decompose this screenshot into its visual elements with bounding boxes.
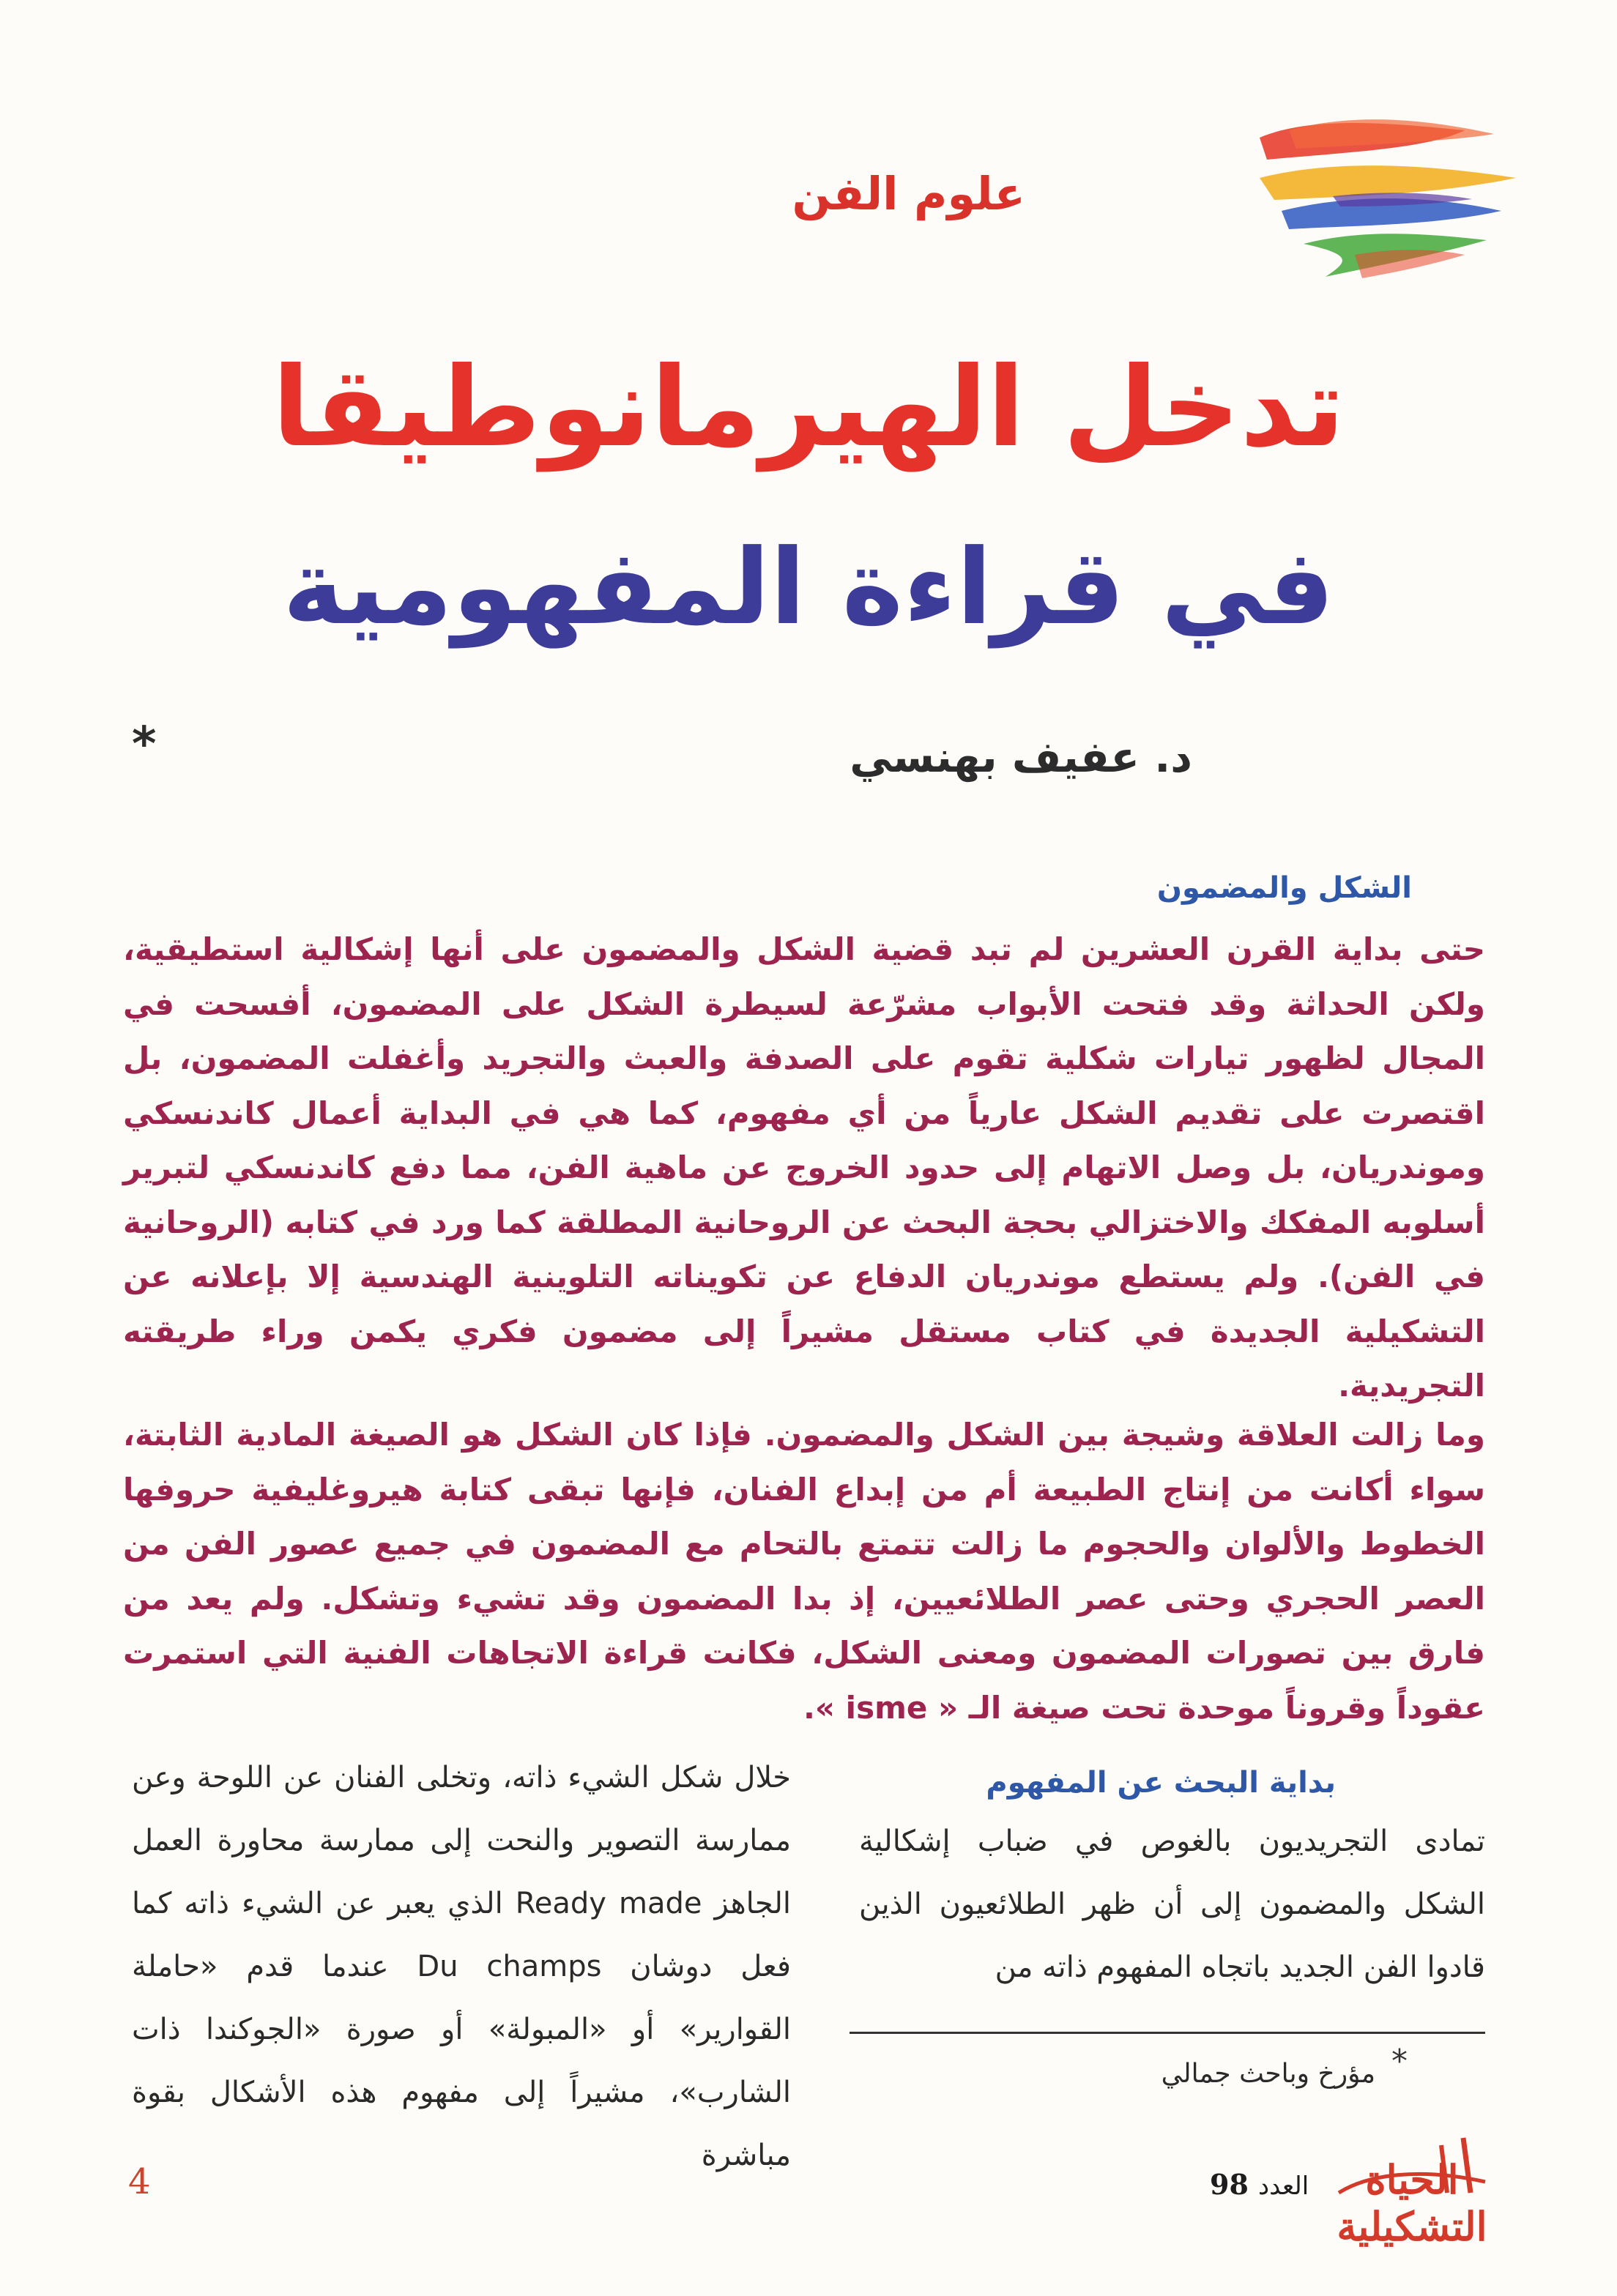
author-name: د. عفيف بهنسي <box>850 732 1192 782</box>
section-label: علوم الفن <box>792 167 1025 220</box>
footnote-marker: * <box>1391 2043 1408 2080</box>
main-paragraph-1: حتى بداية القرن العشرين لم تبد قضية الشكل والمضمون على أنها إشكالية استطيقية، ولكن الحداثة وقد فتحت الأبواب مشرّعة لسيطرة الشكل على المضمون، أفسحت في المجال لظهور تيارات شكلية تقوم على الصدفة والعبث والتجريد وأغفلت المضمون، بل اقتصرت على تقديم الشكل عارياً من أي مفهوم، كما هي في البداية أعمال كاندنسكي وموندريان، بل وصل الاتهام إلى حدود الخروج عن ماهية الفن، مما دفع كاندنسكي لتبرير أسلوبه المفكك والاختزالي بحجة البحث عن الروحانية المطلقة كما ورد في كتابه (الروحانية في الفن). ولم يستطع موندريان الدفاع عن تكويناته التلوينية الهندسية إلا بإعلانه عن التشكيلية الجديدة في كتاب مستقل مشيراً إلى مضمون فكري يكمن وراء طريقته التجريدية. <box>123 931 1485 1404</box>
article-title-line-2: في قراءة المفهومية <box>282 527 1335 648</box>
article-title-line-1: تدخل الهيرمانوطيقا <box>272 344 1345 471</box>
right-column-text: تمادى التجريديون بالغوص في ضباب إشكالية الشكل والمضمون إلى أن ظهر الطلائعيون الذين قادوا الفن الجديد باتجاه المفهوم ذاته من <box>859 1824 1485 1984</box>
footnote-divider <box>850 2032 1485 2034</box>
section-heading-form-content: الشكل والمضمون <box>1156 871 1412 905</box>
author-footnote: مؤرخ وباحث جمالي <box>1161 2059 1375 2089</box>
section-heading-concept-search: بداية البحث عن المفهوم <box>986 1766 1336 1800</box>
issue-label: العدد <box>1258 2172 1309 2201</box>
page-number: 4 <box>128 2161 151 2202</box>
author-footnote-marker: * <box>132 718 157 772</box>
issue-number: 98 <box>1210 2168 1249 2201</box>
paint-brush-strokes-logo <box>1245 108 1523 299</box>
main-paragraph-2: وما زالت العلاقة وشيجة بين الشكل والمضمون. فإذا كان الشكل هو الصيغة المادية الثابتة، سواء أكانت من إنتاج الطبيعة أم من إبداع الفنان، فإنها تبقى كتابة هيروغليفية حروفها الخطوط والألوان والحجوم ما زالت تتمتع بالتحام مع المضمون في جميع عصور الفن من العصر الحجري وحتى عصر الطلائعيين، إذ بدا المضمون وقد تشيء وتشكل. ولم يعد من فارق بين تصورات المضمون ومعنى الشكل، فكانت قراءة الاتجاهات الفنية التي استمرت عقوداً وقروناً موحدة تحت صيغة الـ « isme ». <box>123 1417 1485 1726</box>
magazine-name: الحياة التشكيلية <box>1337 2156 1487 2250</box>
left-column-text: خلال شكل الشيء ذاته، وتخلى الفنان عن اللوحة وعن ممارسة التصوير والنحت إلى ممارسة محاورة العمل الجاهز Ready made الذي يعبر عن الشيء ذاته كما فعل دوشان Du champs عندما قدم «حاملة القوارير» أو «المبولة» أو صورة «الجوكندا ذات الشارب»، مشيراً إلى مفهوم هذه الأشكال بقوة مباشرة <box>132 1761 791 2172</box>
